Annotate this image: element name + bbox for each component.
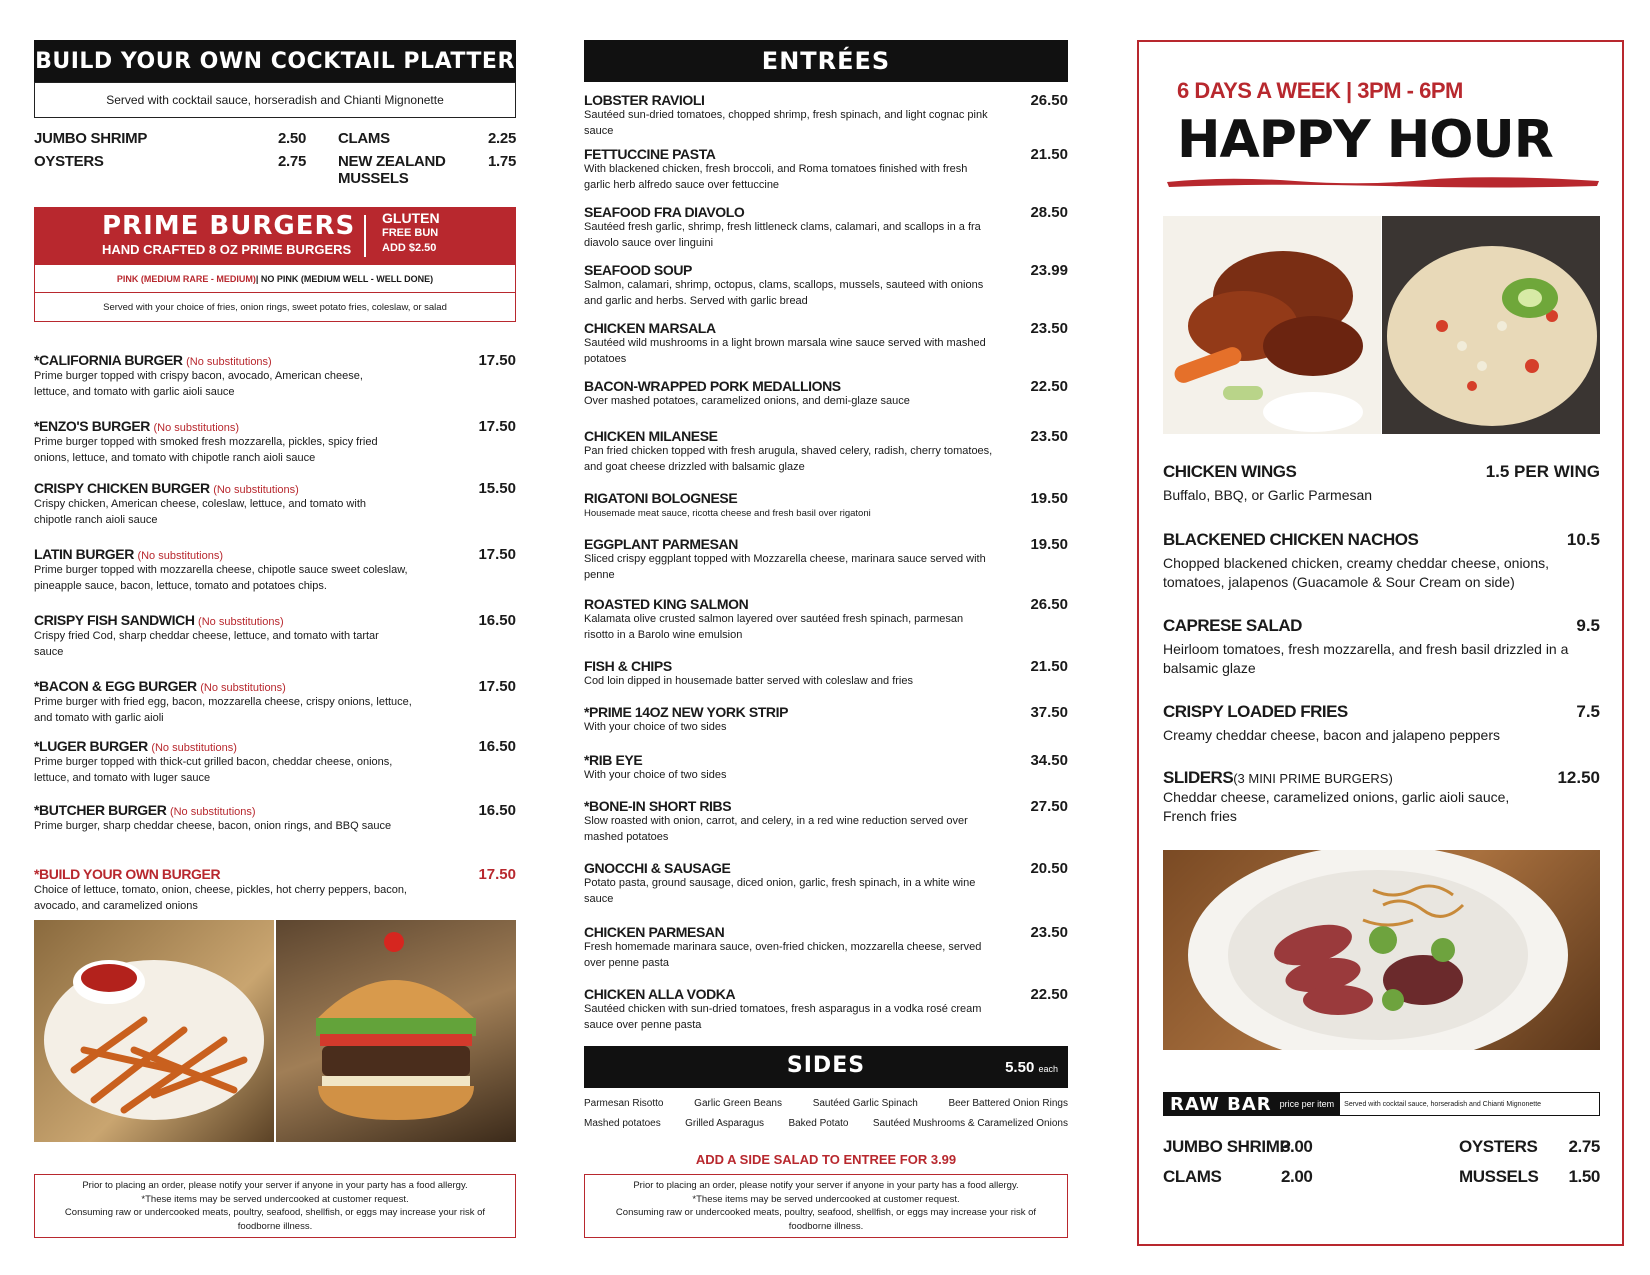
item-description: Pan fried chicken topped with fresh arugula, shaved celery, radish, cherry tomatoes, and goat cheese drizzled with balsamic glaze [584, 445, 993, 473]
item-price: 7.5 [1576, 702, 1600, 721]
burgers-notes [34, 265, 516, 322]
platter-item-name: CLAMS [338, 130, 390, 147]
raw-item-name: CLAMS [1163, 1167, 1222, 1186]
happy-hour-panel [1137, 40, 1624, 1246]
sides-list [584, 1118, 1068, 1129]
raw-item-price: 3.00 [1281, 1137, 1313, 1156]
item-price: 23.50 [1030, 320, 1068, 337]
item-description: With blackened chicken, fresh broccoli, and Roma tomatoes finished with fresh garlic herb alfredo sauce over fettuccine [584, 163, 968, 191]
side-item: Mashed potatoes [584, 1118, 661, 1129]
menu-item: BACON-WRAPPED PORK MEDALLIONS 22.50 Over mashed potatoes, caramelized onions, and demi-glaze sauce [584, 378, 1068, 410]
menu-item: *BACON & EGG BURGER (No substitutions) 17.50 Prime burger with fried egg, bacon, mozzarella cheese, crispy onions, lettuce, and tomato with garlic aioli [34, 678, 516, 726]
platter-item-name: OYSTERS [34, 153, 104, 170]
sides-title: SIDES [786, 1053, 866, 1078]
platter-note: Served with cocktail sauce, horseradish and Chianti Mignonette [34, 82, 516, 118]
item-description: Prime burger topped with thick-cut grilled bacon, cheddar cheese, onions, lettuce, and tomato with luger sauce [34, 756, 393, 784]
item-price: 34.50 [1030, 752, 1068, 769]
burgers-banner [34, 207, 516, 265]
item-description: Crispy fried Cod, sharp cheddar cheese, lettuce, and tomato with tartar sauce [34, 630, 379, 658]
side-item: Grilled Asparagus [685, 1118, 765, 1129]
item-price: 17.50 [478, 678, 516, 695]
sweet-potato-fries-photo [34, 920, 274, 1142]
item-description: Cod loin dipped in housemade batter served with coleslaw and fries [584, 675, 913, 687]
item-description: Buffalo, BBQ, or Garlic Parmesan [1163, 487, 1373, 503]
side-item: Sautéed Garlic Spinach [812, 1098, 918, 1109]
item-price: 21.50 [1030, 146, 1068, 163]
raw-bar-title: RAW BAR [1170, 1093, 1272, 1115]
raw-bar-subtitle: price per item [1279, 1099, 1335, 1109]
side-salad-note: ADD A SIDE SALAD TO ENTREE FOR 3.99 [695, 1152, 957, 1167]
item-price: 1.5 PER WING [1485, 462, 1600, 481]
burger-photo [276, 920, 516, 1142]
raw-item-price: 2.00 [1281, 1167, 1313, 1186]
raw-item-price: 2.75 [1568, 1137, 1600, 1156]
item-description: Potato pasta, ground sausage, diced onion, garlic, fresh spinach, in a white wine sauce [584, 877, 976, 905]
item-description: Housemade meat sauce, ricotta cheese and fresh basil over rigatoni [584, 508, 871, 519]
allergy-notice: Prior to placing an order, please notify your server if anyone in your party has a food allergy. *These items may be served undercooked at customer request. Consuming raw or undercooked meats, poultry, seafood, shellfish, or eggs may increase your risk of foodborne illness. [34, 1174, 516, 1238]
item-description: Salmon, calamari, shrimp, octopus, clams, scallops, mussels, sauteed with onions and garlic and herbs. Served with garlic bread [584, 279, 984, 307]
side-item: Beer Battered Onion Rings [948, 1098, 1068, 1109]
item-description: With your choice of two sides [584, 721, 727, 733]
item-description: Kalamata olive crusted salmon layered over sautéed fresh spinach, parmesan risotto in a Barolo wine emulsion [584, 613, 964, 641]
gluten-free-label: GLUTEN [382, 210, 440, 226]
side-item: Parmesan Risotto [584, 1098, 664, 1109]
menu-item: LATIN BURGER (No substitutions) 17.50 Prime burger topped with mozzarella cheese, chipotle sauce sweet coleslaw, pineapple sauce, bacon, lettuce, tomato and potatoes chips. [34, 546, 516, 594]
item-price: 27.50 [1030, 798, 1068, 815]
menu-item: FISH & CHIPS 21.50 Cod loin dipped in housemade batter served with coleslaw and fries [584, 658, 1068, 690]
item-price: 17.50 [478, 546, 516, 563]
platter-item-price: 2.25 [488, 130, 516, 147]
item-description: Prime burger, sharp cheddar cheese, bacon, onion rings, and BBQ sauce [34, 820, 392, 832]
happy-hour-days: 6 DAYS A WEEK | 3PM - 6PM [1177, 78, 1463, 103]
menu-item: *LUGER BURGER (No substitutions) 16.50 Prime burger topped with thick-cut grilled bacon, cheddar cheese, onions, lettuce, and tomato with luger sauce [34, 738, 516, 786]
side-item: Baked Potato [788, 1118, 849, 1129]
item-description: Prime burger with fried egg, bacon, mozzarella cheese, crispy onions, lettuce, and tomato with garlic aioli [34, 696, 412, 724]
item-price: 22.50 [1030, 986, 1068, 1003]
item-description: Creamy cheddar cheese, bacon and jalapeno peppers [1163, 727, 1501, 743]
side-item: Sautéed Mushrooms & Caramelized Onions [872, 1118, 1068, 1129]
chicken-wings-photo [1163, 216, 1381, 434]
item-price: 37.50 [1030, 704, 1068, 721]
menu-item: CHICKEN PARMESAN 23.50 Fresh homemade marinara sauce, oven-fried chicken, mozzarella cheese, served over penne pasta [584, 924, 1068, 971]
item-description: Over mashed potatoes, caramelized onions, and demi-glaze sauce [584, 395, 910, 407]
raw-bar-note: Served with cocktail sauce, horseradish and Chianti Mignonette [1344, 1100, 1542, 1108]
item-description: Choice of lettuce, tomato, onion, cheese, pickles, hot cherry peppers, bacon, avocado, and caramelized onions [34, 884, 407, 912]
raw-item-name: OYSTERS [1459, 1137, 1538, 1156]
item-price: 15.50 [478, 480, 516, 497]
item-price: 19.50 [1030, 536, 1068, 553]
item-price: 22.50 [1030, 378, 1068, 395]
item-price: 21.50 [1030, 658, 1068, 675]
menu-item: *PRIME 14OZ NEW YORK STRIP 37.50 With your choice of two sides [584, 704, 1068, 736]
nachos-photo [1382, 216, 1600, 434]
gluten-free-label: FREE BUN [382, 227, 439, 239]
sides-price: 5.50 each [1005, 1059, 1058, 1076]
platter-banner [34, 40, 516, 82]
item-price: 26.50 [1030, 92, 1068, 109]
item-price: 9.5 [1576, 616, 1600, 635]
menu-item: SEAFOOD SOUP 23.99 Salmon, calamari, shrimp, octopus, clams, scallops, mussels, sauteed with onions and garlic and herbs. Served with garlic bread [584, 262, 1068, 309]
burgers-title: PRIME BURGERS [102, 211, 356, 241]
happy-hour-item: SLIDERS(3 MINI PRIME BURGERS) 12.50 Cheddar cheese, caramelized onions, garlic aioli sauce, French fries [1163, 768, 1600, 824]
steak-salad-photo [1163, 850, 1600, 1050]
burger-photos [34, 920, 516, 1142]
menu-item: ROASTED KING SALMON 26.50 Kalamata olive crusted salmon layered over sautéed fresh spinach, parmesan risotto in a Barolo wine emulsion [584, 596, 1068, 643]
platter-list [34, 130, 516, 187]
side-item: Garlic Green Beans [694, 1098, 782, 1109]
item-price: 17.50 [478, 418, 516, 435]
item-price: 23.99 [1030, 262, 1068, 279]
menu-item: CHICKEN ALLA VODKA 22.50 Sautéed chicken with sun-dried tomatoes, fresh asparagus in a vodka rosé cream sauce over penne pasta [584, 986, 1068, 1033]
raw-item-name: JUMBO SHRIMP [1163, 1137, 1291, 1156]
menu-item: LOBSTER RAVIOLI 26.50 Sautéed sun-dried tomatoes, chopped shrimp, fresh spinach, and light cognac pink sauce [584, 92, 1068, 139]
item-description: Prime burger topped with mozzarella cheese, chipotle sauce sweet coleslaw, pineapple sauce, bacon, lettuce, tomato and potatoes chips. [34, 564, 408, 592]
gluten-free-price: ADD $2.50 [382, 242, 437, 254]
item-price: 17.50 [478, 352, 516, 369]
happy-hour-title: HAPPY HOUR [1177, 110, 1553, 170]
happy-hour-item: BLACKENED CHICKEN NACHOS 10.5 Chopped blackened chicken, creamy cheddar cheese, onions, tomatoes, jalapenos (Guacamole & Sour Cream on side) [1163, 530, 1600, 590]
item-price: 19.50 [1030, 490, 1068, 507]
menu-item: CHICKEN MARSALA 23.50 Sautéed wild mushrooms in a light brown marsala wine sauce served with mashed potatoes [584, 320, 1068, 367]
item-description: Sautéed wild mushrooms in a light brown marsala wine sauce served with mashed potatoes [584, 337, 986, 365]
item-price: 10.5 [1566, 530, 1600, 549]
item-description: Slow roasted with onion, carrot, and celery, in a red wine reduction served over mashed potatoes [584, 815, 968, 843]
item-description: Crispy chicken, American cheese, coleslaw, lettuce, and tomato with chipotle ranch aioli sauce [34, 498, 366, 526]
item-price: 12.50 [1557, 768, 1600, 787]
left-column [34, 40, 516, 1232]
item-description: Sautéed fresh garlic, shrimp, fresh littleneck clams, calamari, and scallops in a fra diavolo sauce over linguini [584, 221, 981, 249]
menu-item: *ENZO'S BURGER (No substitutions) 17.50 Prime burger topped with smoked fresh mozzarella, pickles, spicy fried onions, lettuce, and tomato with chipotle ranch aioli sauce [34, 418, 516, 466]
item-price: 16.50 [478, 612, 516, 629]
item-price: 26.50 [1030, 596, 1068, 613]
entrees-banner [584, 40, 1068, 82]
menu-item: RIGATONI BOLOGNESE 19.50 Housemade meat sauce, ricotta cheese and fresh basil over rigatoni [584, 490, 1068, 522]
served-note: Served with your choice of fries, onion rings, sweet potato fries, coleslaw, or salad [103, 301, 447, 313]
item-description: Sliced crispy eggplant topped with Mozzarella cheese, marinara sauce served with penne [584, 553, 986, 581]
entrees-title: ENTRÉES [761, 47, 891, 75]
item-price: 23.50 [1030, 428, 1068, 445]
menu-item: *RIB EYE 34.50 With your choice of two sides [584, 752, 1068, 784]
sides-banner [584, 1046, 1068, 1088]
item-description: Prime burger topped with crispy bacon, avocado, American cheese, lettuce, and tomato with garlic aioli sauce [34, 370, 363, 398]
platter-item-price: 2.50 [278, 130, 306, 147]
item-description: Sautéed chicken with sun-dried tomatoes, fresh asparagus in a vodka rosé cream sauce over penne pasta [584, 1003, 982, 1031]
brush-stroke-divider [1165, 174, 1601, 190]
menu-item: EGGPLANT PARMESAN 19.50 Sliced crispy eggplant topped with Mozzarella cheese, marinara sauce served with penne [584, 536, 1068, 583]
menu-item: CHICKEN MILANESE 23.50 Pan fried chicken topped with fresh arugula, shaved celery, radish, cherry tomatoes, and goat cheese drizzled with balsamic glaze [584, 428, 1068, 475]
item-price: 20.50 [1030, 860, 1068, 877]
item-description: Heirloom tomatoes, fresh mozzarella, and fresh basil drizzled in a balsamic glaze [1163, 641, 1569, 676]
raw-bar-banner [1163, 1092, 1600, 1116]
platter-item-name: NEW ZEALAND MUSSELS [338, 153, 446, 187]
menu-item: *BUTCHER BURGER (No substitutions) 16.50 Prime burger, sharp cheddar cheese, bacon, onion rings, and BBQ sauce [34, 802, 516, 835]
raw-item-name: MUSSELS [1459, 1167, 1539, 1186]
happy-hour-item: CRISPY LOADED FRIES 7.5 Creamy cheddar cheese, bacon and jalapeno peppers [1163, 702, 1600, 743]
item-description: Cheddar cheese, caramelized onions, garlic aioli sauce, French fries [1163, 789, 1510, 824]
menu-item: GNOCCHI & SAUSAGE 20.50 Potato pasta, ground sausage, diced onion, garlic, fresh spinach, in a white wine sauce [584, 860, 1068, 907]
menu-item: SEAFOOD FRA DIAVOLO 28.50 Sautéed fresh garlic, shrimp, fresh littleneck clams, calamari, and scallops in a fra diavolo sauce over linguini [584, 204, 1068, 251]
item-price: 28.50 [1030, 204, 1068, 221]
happy-hour-photos [1163, 216, 1600, 434]
platter-item-name: JUMBO SHRIMP [34, 130, 148, 147]
menu-item: FETTUCCINE PASTA 21.50 With blackened chicken, fresh broccoli, and Roma tomatoes finished with fresh garlic herb alfredo sauce over fettuccine [584, 146, 1068, 193]
platter-item-price: 2.75 [278, 153, 306, 170]
item-price: 16.50 [478, 738, 516, 755]
item-description: Sautéed sun-dried tomatoes, chopped shrimp, fresh spinach, and light cognac pink sauce [584, 109, 988, 137]
item-price: 16.50 [478, 802, 516, 819]
item-description: Chopped blackened chicken, creamy cheddar cheese, onions, tomatoes, jalapenos (Guacamole & Sour Cream on side) [1163, 555, 1550, 590]
menu-item: CRISPY CHICKEN BURGER (No substitutions) 15.50 Crispy chicken, American cheese, coleslaw, lettuce, and tomato with chipotle ranch aioli sauce [34, 480, 516, 528]
banner-divider [364, 215, 366, 257]
menu-item: *BONE-IN SHORT RIBS 27.50 Slow roasted with onion, carrot, and celery, in a red wine reduction served over mashed potatoes [584, 798, 1068, 845]
sides-list [584, 1098, 1068, 1109]
platter-title: BUILD YOUR OWN COCKTAIL PLATTER [35, 48, 515, 74]
menu-item: *CALIFORNIA BURGER (No substitutions) 17.50 Prime burger topped with crispy bacon, avocado, American cheese, lettuce, and tomato with garlic aioli sauce [34, 352, 516, 400]
item-price: 23.50 [1030, 924, 1068, 941]
burgers-subtitle: HAND CRAFTED 8 OZ PRIME BURGERS [102, 242, 352, 257]
raw-item-price: 1.50 [1568, 1167, 1600, 1186]
menu-item: CRISPY FISH SANDWICH (No substitutions) 16.50 Crispy fried Cod, sharp cheddar cheese, lettuce, and tomato with tartar sauce [34, 612, 516, 660]
happy-hour-item: CAPRESE SALAD 9.5 Heirloom tomatoes, fresh mozzarella, and fresh basil drizzled in a balsamic glaze [1163, 616, 1600, 676]
item-description: Fresh homemade marinara sauce, oven-fried chicken, mozzarella cheese, served over penne pasta [584, 941, 982, 969]
allergy-notice: Prior to placing an order, please notify your server if anyone in your party has a food allergy. *These items may be served undercooked at customer request. Consuming raw or undercooked meats, poultry, seafood, shellfish, or eggs may increase your risk of foodborne illness. [584, 1174, 1068, 1238]
doneness-note: PINK (MEDIUM RARE - MEDIUM) | NO PINK (MEDIUM WELL - WELL DONE) [35, 265, 515, 293]
item-description: Prime burger topped with smoked fresh mozzarella, pickles, spicy fried onions, lettuce, and tomato with chipotle ranch aioli sauce [34, 436, 378, 464]
menu-item-highlight: *BUILD YOUR OWN BURGER 17.50 Choice of lettuce, tomato, onion, cheese, pickles, hot cherry peppers, bacon, avocado, and caramelized onions [34, 866, 516, 914]
platter-item-price: 1.75 [488, 153, 516, 170]
item-description: With your choice of two sides [584, 769, 727, 781]
item-price: 17.50 [478, 866, 516, 883]
middle-column [584, 40, 1068, 1232]
happy-hour-item: CHICKEN WINGS 1.5 PER WING Buffalo, BBQ, or Garlic Parmesan [1163, 462, 1600, 503]
